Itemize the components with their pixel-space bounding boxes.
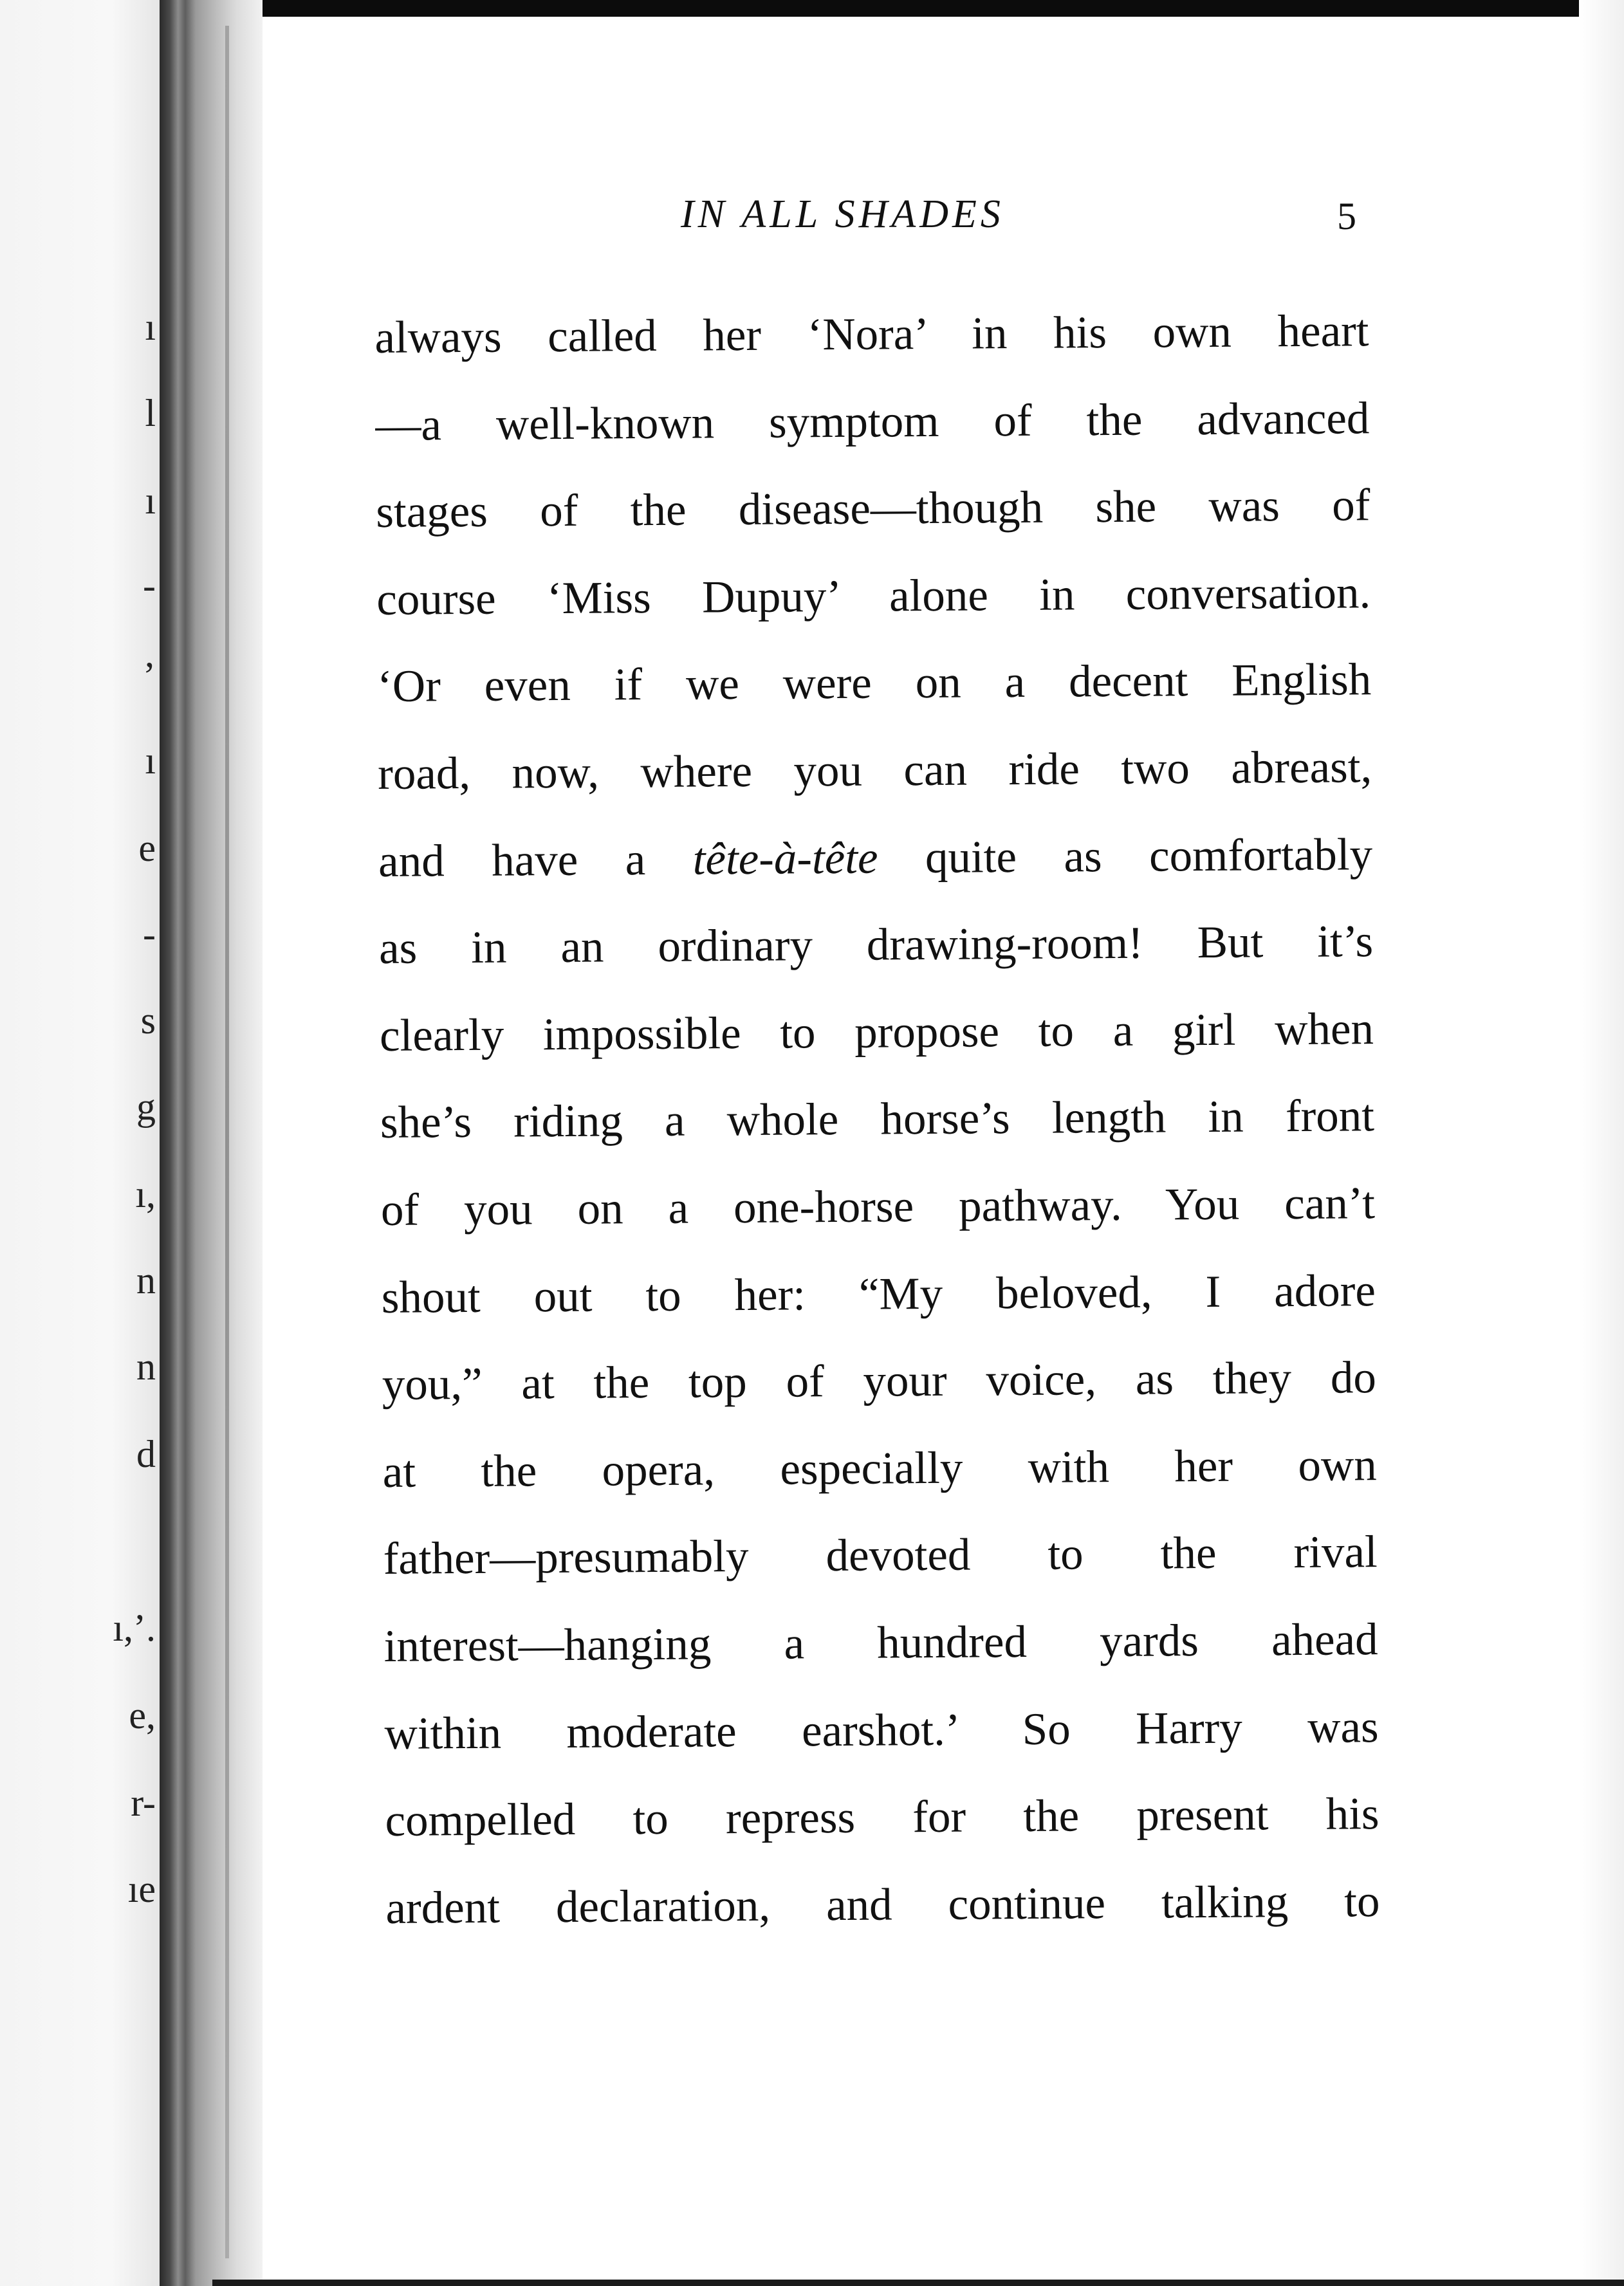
left-page-fragment: e — [138, 827, 156, 869]
left-page-fragment: - — [143, 913, 156, 955]
left-page-fragment: ı — [145, 479, 156, 522]
left-page-fragment: ı,’. — [113, 1607, 156, 1649]
gutter-crease — [225, 26, 229, 2258]
book-binding-gutter — [160, 0, 263, 2286]
left-page-fragment: - — [143, 564, 156, 607]
left-page-fragment: r- — [131, 1782, 156, 1824]
text-line: as in an ordinary drawing-room! But it’s — [378, 916, 1374, 974]
facing-left-page — [0, 0, 160, 2286]
italic-phrase: tête-à-tête — [692, 833, 878, 885]
left-page-fragment: e, — [129, 1694, 156, 1737]
text-line: at the opera, especially with her own — [382, 1439, 1378, 1497]
text-line: stages of the disease—though she was of — [376, 480, 1370, 538]
left-page-fragment: n — [136, 1345, 156, 1388]
page-number: 5 — [1337, 195, 1356, 237]
left-page-fragment: ’ — [143, 654, 156, 697]
text-line: father—presumably devoted to the rival — [383, 1527, 1378, 1585]
text-line: ardent declaration, and continue talking to — [385, 1876, 1380, 1933]
left-page-fragment: s — [140, 999, 156, 1042]
text-line: —a well-known symptom of the advanced — [375, 392, 1370, 450]
body-text — [374, 288, 1380, 1952]
text-line: always called her ‘Nora’ in his own heart — [374, 306, 1369, 363]
left-page-fragment: l — [145, 392, 156, 434]
text-line: ‘Or even if we were on a decent English — [376, 654, 1372, 712]
scan-bottom-border — [212, 2280, 1624, 2286]
left-page-fragment: d — [136, 1433, 156, 1475]
text-line: you,” at the top of your voice, as they do — [382, 1352, 1377, 1410]
left-page-fragment: g — [136, 1085, 156, 1128]
running-title: IN ALL SHADES — [681, 192, 1004, 236]
text-line: and have a tête-à-tête quite as comfortably — [378, 829, 1373, 887]
text-line: clearly impossible to propose to a girl when — [379, 1003, 1374, 1061]
page-right-edge — [1579, 0, 1624, 2286]
text-line: within moderate earshot.’ So Harry was — [384, 1701, 1379, 1759]
left-page-fragment: ıe — [127, 1868, 156, 1910]
text-line: course ‘Miss Dupuy’ alone in conversation. — [376, 567, 1371, 625]
text-line: of you on a one-horse pathway. You can’t — [380, 1178, 1376, 1235]
left-page-fragment: ı — [145, 306, 156, 348]
text-line: road, now, where you can ride two abreast, — [377, 742, 1372, 799]
text-line: compelled to repress for the present his — [385, 1789, 1379, 1847]
text-line: she’s riding a whole horse’s length in front — [380, 1091, 1375, 1148]
left-page-fragment: n — [136, 1259, 156, 1302]
text-line: interest—hanging a hundred yards ahead — [383, 1614, 1378, 1672]
left-page-fragment: ı, — [135, 1173, 156, 1215]
left-page-fragment: ı — [145, 739, 156, 782]
text-line: shout out to her: “My beloved, I adore — [381, 1265, 1376, 1323]
